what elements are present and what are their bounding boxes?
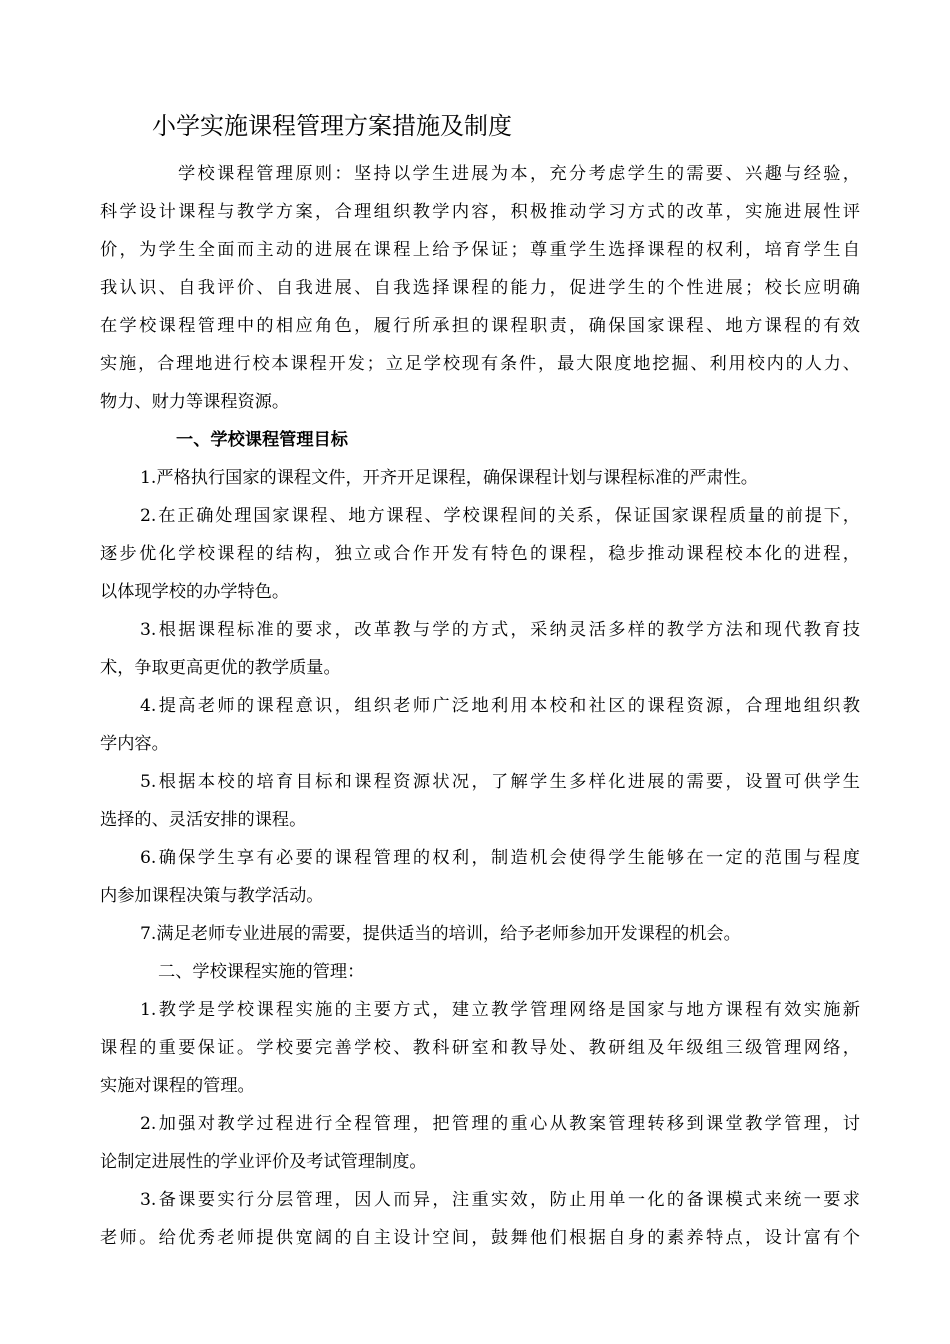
text-line: 科学设计课程与教学方案，合理组织教学内容，积极推动学习方式的改革，实施进展性评 — [100, 202, 860, 222]
text-line: 我认识、自我评价、自我进展、自我选择课程的能力，促进学生的个性进展；校长应明确 — [100, 278, 860, 298]
text-line: 6.确保学生享有必要的课程管理的权利，制造机会使得学生能够在一定的范围与程度 — [140, 848, 860, 868]
text-line: 实施，合理地进行校本课程开发；立足学校现有条件，最大限度地挖掘、利用校内的人力、 — [100, 354, 860, 374]
text-line: 在学校课程管理中的相应角色，履行所承担的课程职责，确保国家课程、地方课程的有效 — [100, 316, 860, 336]
text-line: 内参加课程决策与教学活动。 — [100, 886, 324, 906]
text-line: 价，为学生全面而主动的进展在课程上给予保证；尊重学生选择课程的权利，培育学生自 — [100, 240, 860, 260]
text-line: 以体现学校的办学特色。 — [100, 582, 290, 602]
text-line: 学内容。 — [100, 734, 169, 754]
text-line: 逐步优化学校课程的结构，独立或合作开发有特色的课程，稳步推动课程校本化的进程， — [100, 544, 860, 564]
text-line: 7.满足老师专业进展的需要，提供适当的培训，给予老师参加开发课程的机会。 — [140, 924, 741, 944]
text-line: 课程的重要保证。学校要完善学校、教科研室和教导处、教研组及年级组三级管理网络， — [100, 1038, 860, 1058]
text-line: 2.加强对教学过程进行全程管理，把管理的重心从教案管理转移到课堂教学管理，讨 — [140, 1114, 860, 1134]
document-body — [100, 155, 860, 1257]
text-line: 论制定进展性的学业评价及考试管理制度。 — [100, 1152, 427, 1172]
text-line: 实施对课程的管理。 — [100, 1076, 255, 1096]
text-line: 2.在正确处理国家课程、地方课程、学校课程间的关系，保证国家课程质量的前提下， — [140, 506, 860, 526]
text-line: 老师。给优秀老师提供宽阔的自主设计空间，鼓舞他们根据自身的素养特点，设计富有个 — [100, 1228, 860, 1248]
text-line: 二、学校课程实施的管理： — [158, 962, 365, 982]
text-line: 术，争取更高更优的教学质量。 — [100, 658, 341, 678]
text-line: 1.严格执行国家的课程文件，开齐开足课程，确保课程计划与课程标准的严肃性。 — [140, 468, 758, 488]
text-line: 物力、财力等课程资源。 — [100, 392, 290, 412]
text-line: 选择的、灵活安排的课程。 — [100, 810, 307, 830]
document-title: 小学实施课程管理方案措施及制度 — [152, 112, 512, 140]
text-line: 1.教学是学校课程实施的主要方式，建立教学管理网络是国家与地方课程有效实施新 — [140, 1000, 860, 1020]
section-heading: 一、学校课程管理目标 — [176, 430, 348, 450]
text-line: 4.提高老师的课程意识，组织老师广泛地利用本校和社区的课程资源，合理地组织教 — [140, 696, 860, 716]
text-line: 5.根据本校的培育目标和课程资源状况，了解学生多样化进展的需要，设置可供学生 — [140, 772, 860, 792]
text-line: 3.备课要实行分层管理，因人而异，注重实效，防止用单一化的备课模式来统一要求 — [140, 1190, 860, 1210]
text-line: 3.根据课程标准的要求，改革教与学的方式，采纳灵活多样的教学方法和现代教育技 — [140, 620, 860, 640]
text-line: 学校课程管理原则：坚持以学生进展为本，充分考虑学生的需要、兴趣与经验， — [178, 164, 860, 184]
